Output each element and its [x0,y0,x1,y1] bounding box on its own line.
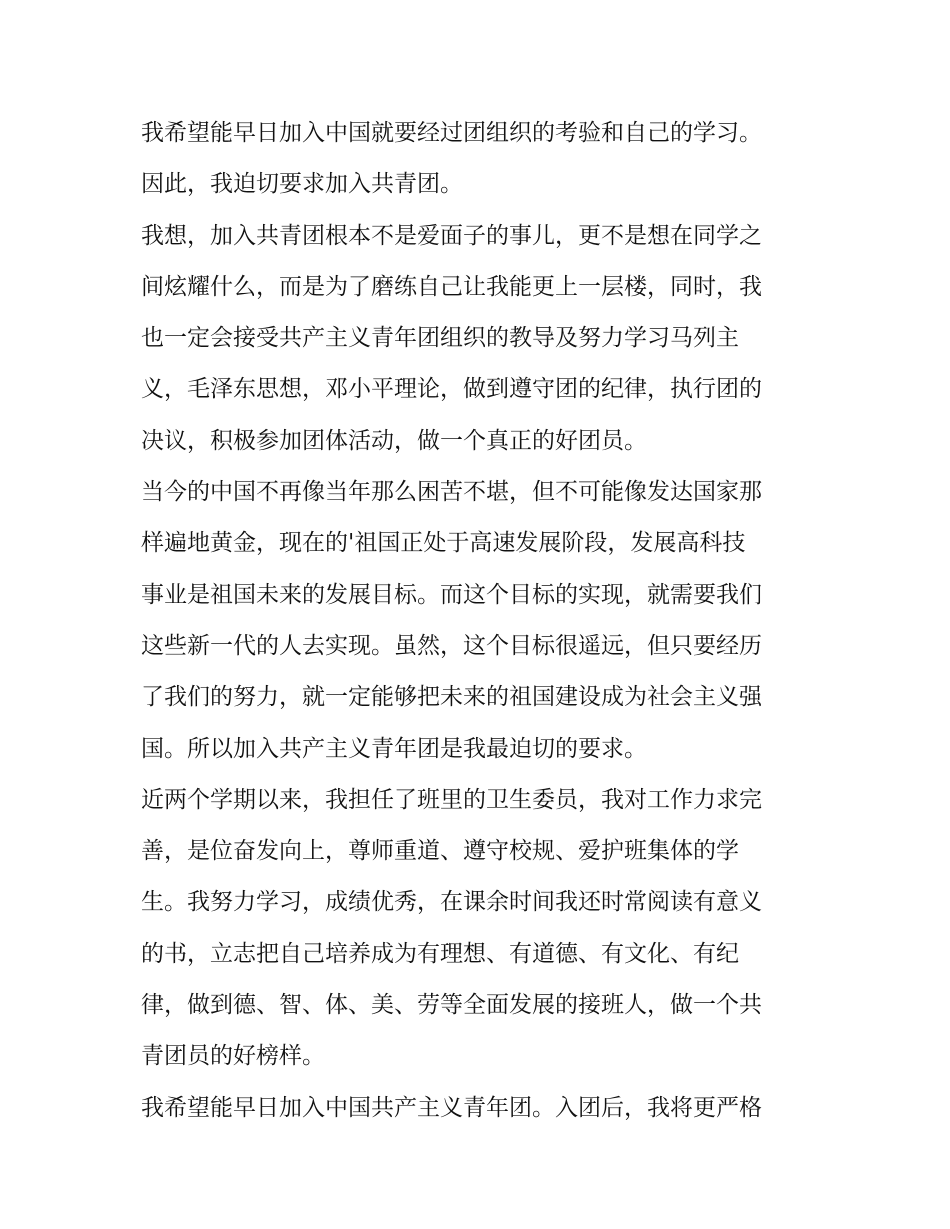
text-line: 近两个学期以来，我担任了班里的卫生委员，我对工作力求完 [141,786,762,813]
text-line: 了我们的努力，就一定能够把未来的祖国建设成为社会主义强 [141,684,762,711]
text-line: 样遍地黄金，现在的'祖国正处于高速发展阶段，发展高科技 [141,530,746,557]
text-line: 因此，我迫切要求加入共青团。 [141,171,463,198]
text-line: 当今的中国不再像当年那么困苦不堪，但不可能像发达国家那 [141,479,762,506]
text-line: 这些新一代的人去实现。虽然，这个目标很遥远，但只要经历 [141,632,762,659]
text-line: 间炫耀什么，而是为了磨练自己让我能更上一层楼，同时，我 [141,273,762,300]
text-line: 我希望能早日加入中国共产主义青年团。入团后，我将更严格 [141,1094,762,1121]
text-line: 青团员的好榜样。 [141,1043,325,1070]
text-line: 我希望能早日加入中国就要经过团组织的考验和自己的学习。 [141,120,762,146]
text-line: 我想，加入共青团根本不是爱面子的事儿，更不是想在同学之 [141,222,762,249]
body-text [141,108,821,1134]
text-line: 事业是祖国未来的发展目标。而这个目标的实现，就需要我们 [141,581,762,608]
text-line: 律，做到德、智、体、美、劳等全面发展的接班人，做一个共 [141,992,762,1019]
text-line: 的书，立志把自己培养成为有理想、有道德、有文化、有纪 [141,940,739,967]
text-line: 义，毛泽东思想，邓小平理论，做到遵守团的纪律，执行团的 [141,376,762,403]
text-line: 生。我努力学习，成绩优秀，在课余时间我还时常阅读有意义 [141,889,762,916]
text-line: 国。所以加入共产主义青年团是我最迫切的要求。 [141,735,647,762]
text-line: 善，是位奋发向上，尊师重道、遵守校规、爱护班集体的学 [141,838,739,865]
text-line: 决议，积极参加团体活动，做一个真正的好团员。 [141,427,647,454]
text-line: 也一定会接受共产主义青年团组织的教导及努力学习马列主 [141,325,739,352]
